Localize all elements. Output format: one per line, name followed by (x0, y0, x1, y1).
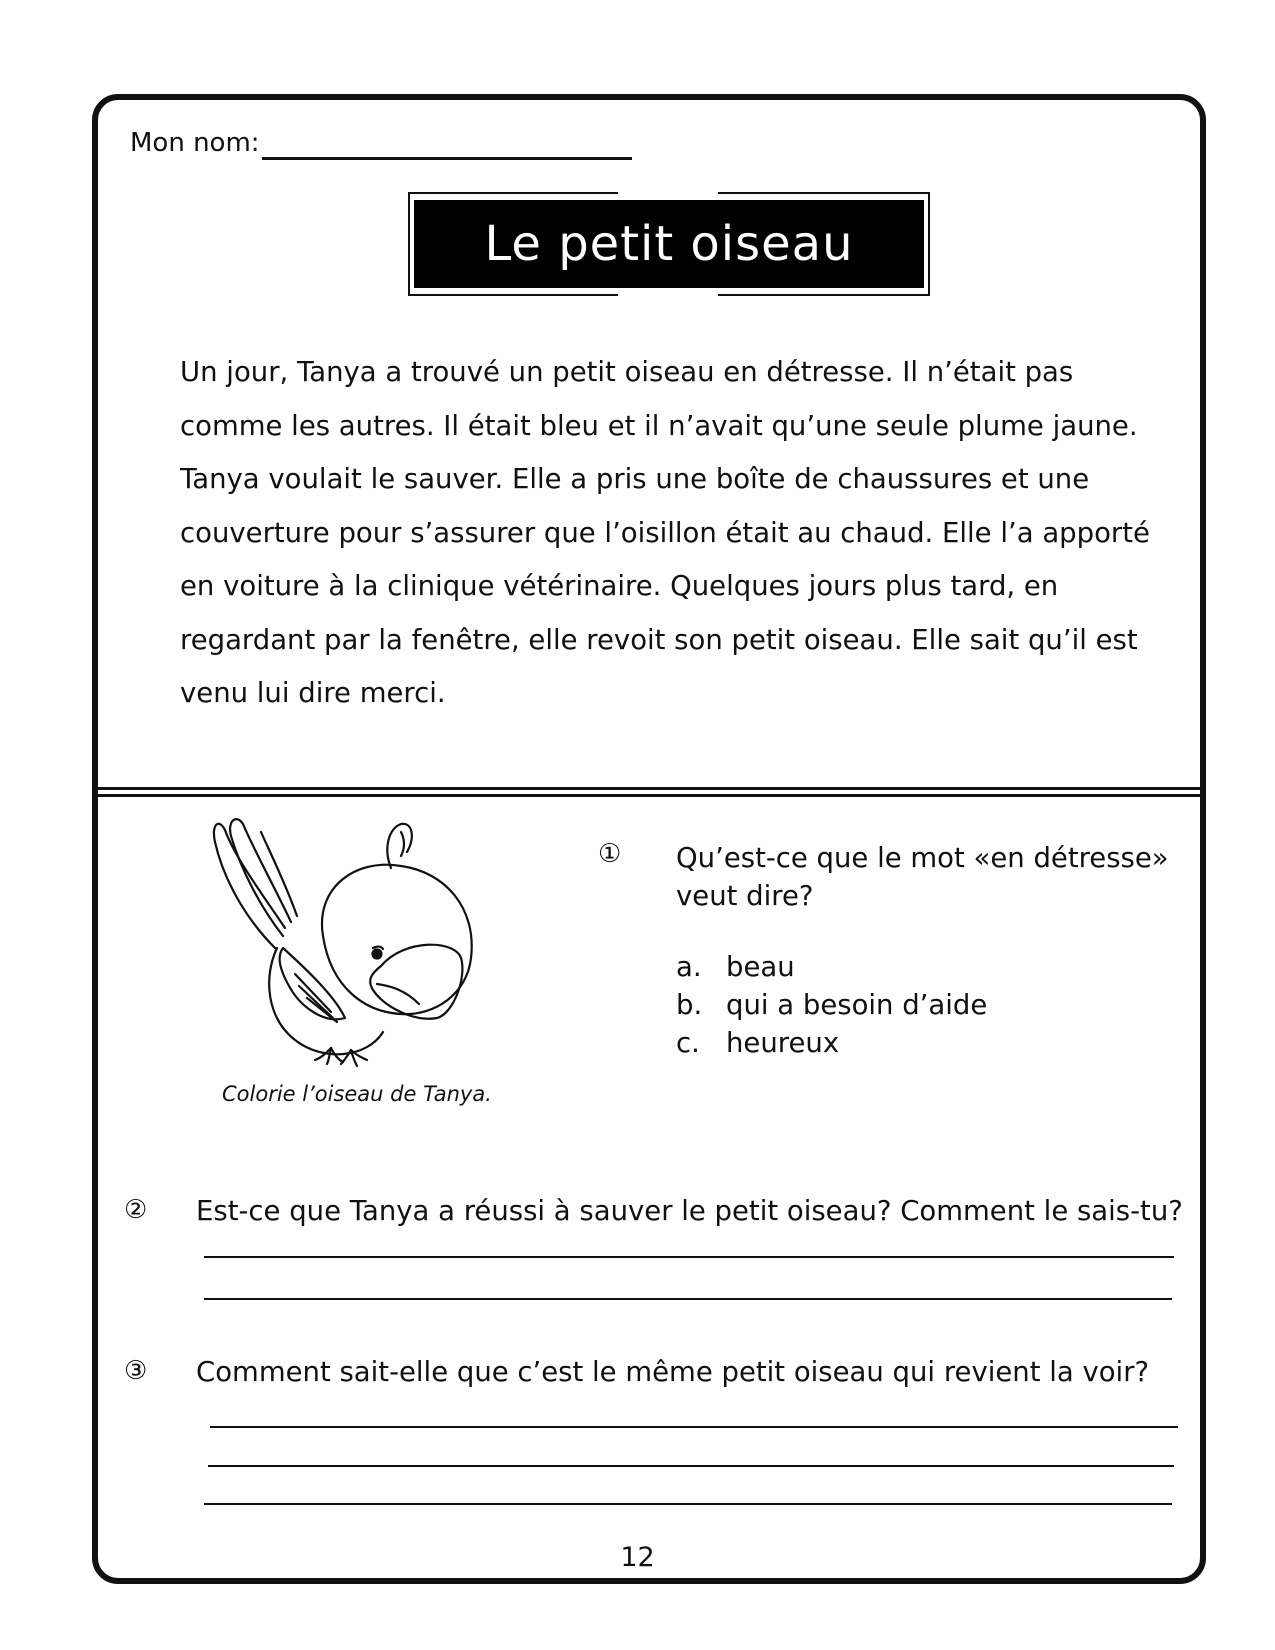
bird-icon (205, 818, 505, 1080)
story-text (180, 346, 1170, 721)
question-number-2: ② (124, 1195, 148, 1225)
option-letter: c. (676, 1027, 700, 1059)
option-text: heureux (726, 1027, 840, 1059)
story-line: comme les autres. Il était bleu et il n’avait qu’une seule plume jaune. (180, 409, 1138, 442)
story-line: Tanya voulait le sauver. Elle a pris une boîte de chaussures et une (180, 463, 1090, 495)
question-1-line: veut dire? (676, 880, 814, 912)
option-a[interactable] (676, 948, 987, 986)
story-line: regardant par la fenêtre, elle revoit son petit oiseau. Elle sait qu’il est (180, 623, 1138, 656)
question-1-text (676, 839, 1176, 915)
story-line: venu lui dire merci. (180, 677, 446, 709)
story-line: couverture pour s’assurer que l’oisillon était au chaud. Elle l’a apporté (180, 516, 1150, 549)
option-letter: b. (676, 989, 703, 1021)
option-b[interactable] (676, 986, 987, 1024)
question-1-options (676, 948, 987, 1062)
story-line: Un jour, Tanya a trouvé un petit oiseau en détresse. Il n’était pas (180, 356, 1074, 388)
answer-line[interactable] (204, 1256, 1174, 1258)
answer-line[interactable] (210, 1426, 1178, 1428)
name-field-line[interactable] (262, 157, 632, 160)
illustration-caption: Colorie l’oiseau de Tanya. (222, 1082, 492, 1106)
question-number-3: ③ (124, 1356, 148, 1386)
answer-line[interactable] (208, 1465, 1174, 1467)
section-divider (96, 794, 1202, 797)
question-3-text: Comment sait-elle que c’est le même petit oiseau qui revient la voir? (196, 1356, 1150, 1388)
page-title: Le petit oiseau (414, 200, 924, 288)
answer-line[interactable] (204, 1298, 1172, 1300)
option-c[interactable] (676, 1024, 987, 1062)
option-text: qui a besoin d’aide (726, 989, 988, 1021)
story-line: en voiture à la clinique vétérinaire. Quelques jours plus tard, en (180, 570, 1059, 602)
question-number-1: ① (598, 839, 622, 869)
name-label: Mon nom: (130, 128, 260, 158)
question-2-text: Est-ce que Tanya a réussi à sauver le petit oiseau? Comment le sais-tu? (196, 1195, 1183, 1227)
option-text: beau (726, 951, 795, 983)
option-letter: a. (676, 951, 702, 983)
section-divider (96, 787, 1202, 790)
page-number: 12 (620, 1542, 655, 1573)
question-1-line: Qu’est-ce que le mot «en détresse» (676, 842, 1169, 874)
answer-line[interactable] (204, 1503, 1172, 1505)
